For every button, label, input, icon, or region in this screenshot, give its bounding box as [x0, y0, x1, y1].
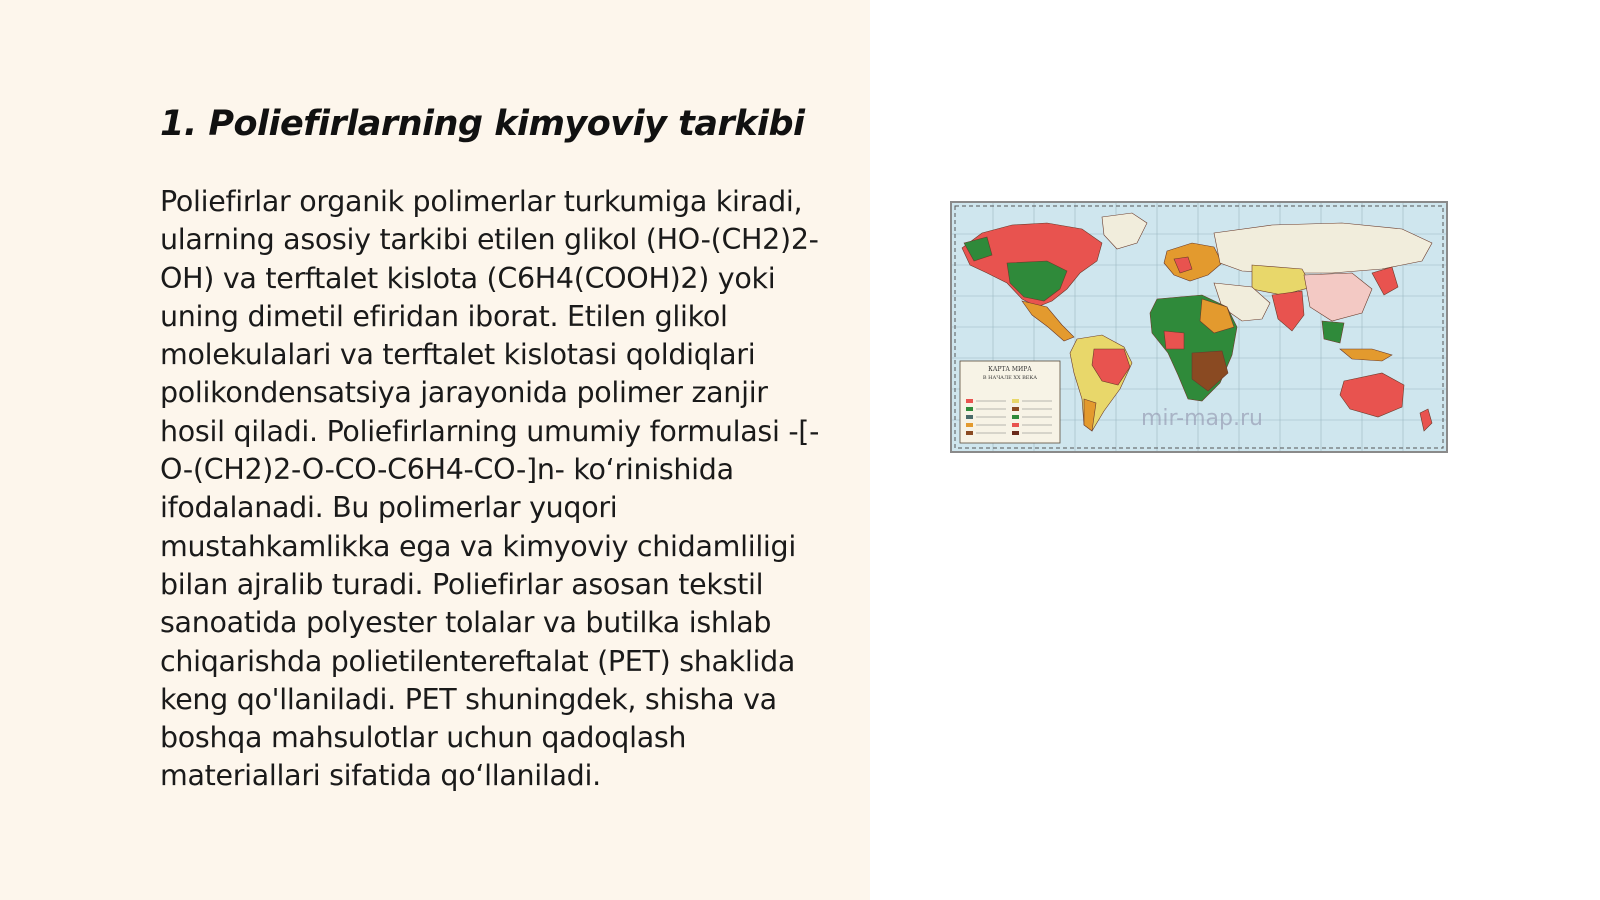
slide-body-text: Poliefirlar organik polimerlar turkumiga kiradi, ularning asosiy tarkibi etilen glikol (HO-(CH2)2-OH) va terftalet kislota (C6H4(COOH)2) yoki uning dimetil efiridan iborat. Etilen glikol molekulalari va terftalet kislotasi qoldiqlari polikondensatsiya jarayonida polimer zanjir hosil qiladi. Poliefirlarning umumiy formulasi -[-O-(CH2)2-O-CO-C6H4-CO-]n- ko‘rinishida ifodalanadi. Bu polimerlar yuqori mustahkamlikka ega va kimyoviy chidamliligi bilan ajralib turadi. Poliefirlar asosan tekstil sanoatida polyester tolalar va butilka ishlab chiqarishda polietilentereftalat (PET) shaklida keng qo'llaniladi. PET shuningdek, shisha va boshqa mahsulotlar uchun qadoqlash materiallari sifatida qo‘llaniladi. — [160, 185, 820, 793]
world-map-drawing — [952, 203, 1446, 451]
world-map-image — [950, 201, 1448, 453]
slide-title: 1. Poliefirlarning kimyoviy tarkibi — [160, 104, 805, 144]
map-watermark: mir-map.ru — [1141, 406, 1263, 431]
map-legend — [960, 361, 1060, 443]
map-legend-title: КАРТА МИРА — [988, 366, 1032, 373]
map-legend-subtitle: В НАЧАЛЕ XX ВЕКА — [982, 375, 1038, 381]
